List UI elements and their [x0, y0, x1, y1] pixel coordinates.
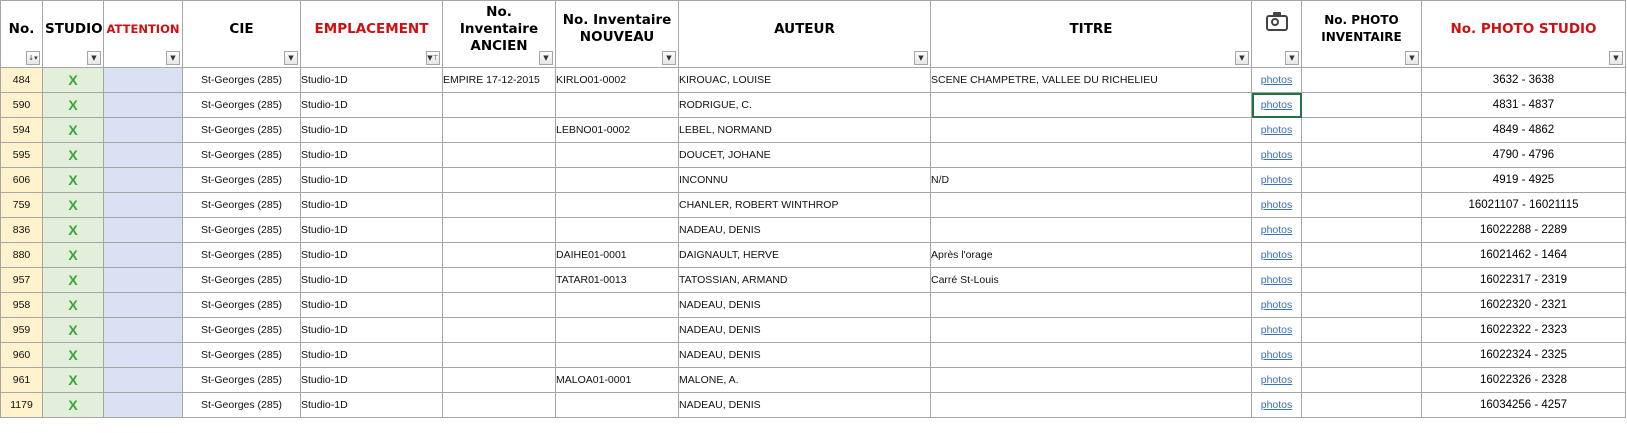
cell-photo-inventaire[interactable] [1302, 243, 1422, 268]
cell-cie[interactable]: St-Georges (285) [183, 268, 301, 293]
cell-photo-studio[interactable]: 4919 - 4925 [1422, 168, 1626, 193]
cell-photo-studio[interactable]: 4831 - 4837 [1422, 93, 1626, 118]
cell-attention[interactable] [104, 343, 183, 368]
cell-inv-nouveau[interactable] [556, 93, 679, 118]
cell-auteur[interactable]: MALONE, A. [679, 368, 931, 393]
cell-auteur[interactable]: RODRIGUE, C. [679, 93, 931, 118]
cell-inv-nouveau[interactable] [556, 193, 679, 218]
table-row[interactable] [1, 93, 1626, 118]
filter-dropdown-icon[interactable]: ▼ [166, 51, 180, 65]
cell-no[interactable]: 484 [1, 68, 43, 93]
cell-photo-studio[interactable]: 3632 - 3638 [1422, 68, 1626, 93]
photos-link[interactable]: photos [1260, 199, 1293, 211]
filter-dropdown-icon[interactable]: ▼ [87, 51, 101, 65]
cell-auteur[interactable]: NADEAU, DENIS [679, 343, 931, 368]
photos-link[interactable]: photos [1260, 324, 1293, 336]
cell-studio[interactable]: X [43, 293, 104, 318]
cell-titre[interactable] [931, 318, 1252, 343]
table-row[interactable] [1, 318, 1626, 343]
header-cie[interactable]: CIE ▼ [183, 1, 301, 68]
camera-icon [1266, 15, 1288, 31]
cell-titre[interactable]: Après l'orage [931, 243, 1252, 268]
cell-photos[interactable] [1252, 318, 1302, 343]
header-titre[interactable]: TITRE ▼ [931, 1, 1252, 68]
cell-photo-studio[interactable]: 16021462 - 1464 [1422, 243, 1626, 268]
cell-inv-ancien[interactable] [443, 393, 556, 418]
cell-emplacement[interactable]: Studio-1D [301, 93, 443, 118]
cell-photo-inventaire[interactable] [1302, 393, 1422, 418]
filter-dropdown-icon[interactable]: ▼ [284, 51, 298, 65]
cell-inv-ancien[interactable] [443, 318, 556, 343]
cell-photos[interactable] [1252, 168, 1302, 193]
cell-cie[interactable]: St-Georges (285) [183, 368, 301, 393]
header-no[interactable]: No. ↓▾ [1, 1, 43, 68]
cell-titre[interactable] [931, 393, 1252, 418]
cell-studio[interactable]: X [43, 218, 104, 243]
cell-no[interactable]: 959 [1, 318, 43, 343]
photos-link[interactable]: photos [1260, 349, 1293, 361]
cell-photo-studio[interactable]: 16022320 - 2321 [1422, 293, 1626, 318]
cell-photo-studio[interactable]: 16022317 - 2319 [1422, 268, 1626, 293]
table-row[interactable] [1, 268, 1626, 293]
cell-studio[interactable]: X [43, 93, 104, 118]
cell-photo-inventaire[interactable] [1302, 368, 1422, 393]
cell-studio[interactable]: X [43, 393, 104, 418]
cell-titre[interactable]: N/D [931, 168, 1252, 193]
cell-emplacement[interactable]: Studio-1D [301, 193, 443, 218]
cell-attention[interactable] [104, 118, 183, 143]
cell-attention[interactable] [104, 193, 183, 218]
table-row[interactable] [1, 143, 1626, 168]
cell-titre[interactable] [931, 218, 1252, 243]
cell-inv-ancien[interactable] [443, 243, 556, 268]
cell-photo-studio[interactable]: 16022322 - 2323 [1422, 318, 1626, 343]
cell-photo-inventaire[interactable] [1302, 193, 1422, 218]
cell-titre[interactable] [931, 143, 1252, 168]
cell-attention[interactable] [104, 243, 183, 268]
cell-inv-ancien[interactable] [443, 143, 556, 168]
sort-descending-icon[interactable]: ↓▾ [26, 51, 40, 65]
cell-photos[interactable] [1252, 68, 1302, 93]
cell-studio[interactable]: X [43, 68, 104, 93]
photos-link[interactable]: photos [1260, 174, 1293, 186]
cell-no[interactable]: 1179 [1, 393, 43, 418]
cell-no[interactable]: 880 [1, 243, 43, 268]
header-photos[interactable] [1252, 1, 1302, 68]
cell-photos[interactable] [1252, 393, 1302, 418]
cell-emplacement[interactable]: Studio-1D [301, 293, 443, 318]
table-row[interactable] [1, 393, 1626, 418]
header-inv-nouveau[interactable]: No. Inventaire NOUVEAU ▼ [556, 1, 679, 68]
cell-cie[interactable]: St-Georges (285) [183, 218, 301, 243]
cell-auteur[interactable]: INCONNU [679, 168, 931, 193]
cell-inv-nouveau[interactable] [556, 343, 679, 368]
cell-inv-ancien[interactable] [443, 268, 556, 293]
cell-emplacement[interactable]: Studio-1D [301, 318, 443, 343]
cell-titre[interactable] [931, 118, 1252, 143]
cell-emplacement[interactable]: Studio-1D [301, 118, 443, 143]
cell-cie[interactable]: St-Georges (285) [183, 343, 301, 368]
cell-no[interactable]: 590 [1, 93, 43, 118]
cell-no[interactable]: 961 [1, 368, 43, 393]
cell-studio[interactable]: X [43, 268, 104, 293]
header-attention[interactable]: ATTENTION ▼ [104, 1, 183, 68]
filter-dropdown-icon[interactable]: ▼ [1235, 51, 1249, 65]
cell-cie[interactable]: St-Georges (285) [183, 168, 301, 193]
cell-inv-ancien[interactable]: EMPIRE 17-12-2015 [443, 68, 556, 93]
cell-no[interactable]: 960 [1, 343, 43, 368]
cell-photo-inventaire[interactable] [1302, 343, 1422, 368]
filter-active-icon[interactable]: ▼⊤ [426, 51, 440, 65]
cell-inv-nouveau[interactable] [556, 143, 679, 168]
cell-photo-studio[interactable]: 16021107 - 16021115 [1422, 193, 1626, 218]
cell-cie[interactable]: St-Georges (285) [183, 143, 301, 168]
cell-photo-inventaire[interactable] [1302, 143, 1422, 168]
cell-photos[interactable] [1252, 243, 1302, 268]
cell-auteur[interactable]: NADEAU, DENIS [679, 318, 931, 343]
header-studio[interactable]: STUDIO ▼ [43, 1, 104, 68]
filter-dropdown-icon[interactable]: ▼ [1285, 51, 1299, 65]
cell-inv-ancien[interactable] [443, 168, 556, 193]
cell-attention[interactable] [104, 218, 183, 243]
photos-link[interactable]: photos [1260, 299, 1293, 311]
cell-attention[interactable] [104, 143, 183, 168]
cell-attention[interactable] [104, 318, 183, 343]
cell-titre[interactable]: Carré St-Louis [931, 268, 1252, 293]
cell-titre[interactable] [931, 343, 1252, 368]
cell-emplacement[interactable]: Studio-1D [301, 343, 443, 368]
cell-photo-inventaire[interactable] [1302, 118, 1422, 143]
cell-auteur[interactable]: NADEAU, DENIS [679, 393, 931, 418]
cell-photo-studio[interactable]: 16022324 - 2325 [1422, 343, 1626, 368]
cell-inv-nouveau[interactable] [556, 318, 679, 343]
table-row[interactable] [1, 168, 1626, 193]
filter-dropdown-icon[interactable]: ▼ [1405, 51, 1419, 65]
cell-attention[interactable] [104, 168, 183, 193]
cell-photo-studio[interactable]: 16022326 - 2328 [1422, 368, 1626, 393]
cell-photos[interactable] [1252, 193, 1302, 218]
cell-photos[interactable] [1252, 143, 1302, 168]
cell-studio[interactable]: X [43, 143, 104, 168]
cell-inv-ancien[interactable] [443, 368, 556, 393]
cell-attention[interactable] [104, 93, 183, 118]
cell-titre[interactable] [931, 293, 1252, 318]
cell-photos[interactable] [1252, 343, 1302, 368]
cell-photos[interactable] [1252, 93, 1302, 118]
cell-auteur[interactable]: LEBEL, NORMAND [679, 118, 931, 143]
cell-inv-nouveau[interactable]: MALOA01-0001 [556, 368, 679, 393]
cell-no[interactable]: 958 [1, 293, 43, 318]
cell-titre[interactable]: SCENE CHAMPETRE, VALLEE DU RICHELIEU [931, 68, 1252, 93]
header-emplacement[interactable]: EMPLACEMENT ▼⊤ [301, 1, 443, 68]
cell-inv-nouveau[interactable] [556, 168, 679, 193]
cell-inv-ancien[interactable] [443, 293, 556, 318]
cell-studio[interactable]: X [43, 193, 104, 218]
cell-cie[interactable]: St-Georges (285) [183, 193, 301, 218]
photos-link[interactable]: photos [1260, 374, 1293, 386]
cell-inv-nouveau[interactable]: KIRLO01-0002 [556, 68, 679, 93]
filter-dropdown-icon[interactable]: ▼ [914, 51, 928, 65]
cell-photos[interactable] [1252, 118, 1302, 143]
photos-link[interactable]: photos [1260, 74, 1293, 86]
cell-no[interactable]: 594 [1, 118, 43, 143]
cell-photo-studio[interactable]: 16022288 - 2289 [1422, 218, 1626, 243]
photos-link[interactable]: photos [1260, 99, 1293, 111]
cell-auteur[interactable]: KIROUAC, LOUISE [679, 68, 931, 93]
cell-inv-nouveau[interactable]: DAIHE01-0001 [556, 243, 679, 268]
cell-inv-ancien[interactable] [443, 118, 556, 143]
cell-cie[interactable]: St-Georges (285) [183, 243, 301, 268]
cell-attention[interactable] [104, 68, 183, 93]
cell-auteur[interactable]: DAIGNAULT, HERVE [679, 243, 931, 268]
filter-dropdown-icon[interactable]: ▼ [662, 51, 676, 65]
cell-photos[interactable] [1252, 218, 1302, 243]
filter-dropdown-icon[interactable]: ▼ [1609, 51, 1623, 65]
cell-emplacement[interactable]: Studio-1D [301, 68, 443, 93]
cell-photo-inventaire[interactable] [1302, 93, 1422, 118]
cell-inv-nouveau[interactable] [556, 393, 679, 418]
cell-no[interactable]: 595 [1, 143, 43, 168]
cell-photo-studio[interactable]: 4790 - 4796 [1422, 143, 1626, 168]
cell-photo-inventaire[interactable] [1302, 268, 1422, 293]
cell-attention[interactable] [104, 293, 183, 318]
cell-auteur[interactable]: CHANLER, ROBERT WINTHROP [679, 193, 931, 218]
header-inv-ancien[interactable]: No. Inventaire ANCIEN ▼ [443, 1, 556, 68]
cell-cie[interactable]: St-Georges (285) [183, 293, 301, 318]
table-row[interactable] [1, 118, 1626, 143]
photos-link[interactable]: photos [1260, 224, 1293, 236]
table-body [1, 68, 1626, 418]
cell-auteur[interactable]: DOUCET, JOHANE [679, 143, 931, 168]
cell-no[interactable]: 759 [1, 193, 43, 218]
cell-studio[interactable]: X [43, 318, 104, 343]
cell-inv-ancien[interactable] [443, 193, 556, 218]
cell-auteur[interactable]: NADEAU, DENIS [679, 218, 931, 243]
cell-studio[interactable]: X [43, 243, 104, 268]
cell-photo-inventaire[interactable] [1302, 218, 1422, 243]
cell-inv-nouveau[interactable] [556, 293, 679, 318]
photos-link[interactable]: photos [1260, 124, 1293, 136]
cell-photos[interactable] [1252, 293, 1302, 318]
cell-photos[interactable] [1252, 268, 1302, 293]
cell-emplacement[interactable]: Studio-1D [301, 243, 443, 268]
table-row[interactable] [1, 368, 1626, 393]
photos-link[interactable]: photos [1260, 274, 1293, 286]
cell-studio[interactable]: X [43, 168, 104, 193]
cell-cie[interactable]: St-Georges (285) [183, 68, 301, 93]
cell-inv-ancien[interactable] [443, 343, 556, 368]
cell-attention[interactable] [104, 368, 183, 393]
cell-emplacement[interactable]: Studio-1D [301, 393, 443, 418]
cell-inv-nouveau[interactable]: TATAR01-0013 [556, 268, 679, 293]
cell-inv-nouveau[interactable]: LEBNO01-0002 [556, 118, 679, 143]
cell-photo-studio[interactable]: 4849 - 4862 [1422, 118, 1626, 143]
photos-link[interactable]: photos [1260, 249, 1293, 261]
cell-emplacement[interactable]: Studio-1D [301, 168, 443, 193]
cell-no[interactable]: 606 [1, 168, 43, 193]
filter-dropdown-icon[interactable]: ▼ [539, 51, 553, 65]
cell-cie[interactable]: St-Georges (285) [183, 393, 301, 418]
header-photo-inventaire[interactable]: No. PHOTO INVENTAIRE ▼ [1302, 1, 1422, 68]
cell-cie[interactable]: St-Georges (285) [183, 93, 301, 118]
cell-emplacement[interactable]: Studio-1D [301, 368, 443, 393]
cell-attention[interactable] [104, 268, 183, 293]
cell-studio[interactable]: X [43, 368, 104, 393]
cell-auteur[interactable]: TATOSSIAN, ARMAND [679, 268, 931, 293]
cell-photos[interactable] [1252, 368, 1302, 393]
table-row[interactable] [1, 218, 1626, 243]
photos-link[interactable]: photos [1260, 399, 1293, 411]
cell-studio[interactable]: X [43, 118, 104, 143]
header-row [1, 1, 1626, 68]
cell-photo-inventaire[interactable] [1302, 318, 1422, 343]
cell-cie[interactable]: St-Georges (285) [183, 118, 301, 143]
cell-no[interactable]: 836 [1, 218, 43, 243]
table-row[interactable] [1, 68, 1626, 93]
header-auteur[interactable]: AUTEUR ▼ [679, 1, 931, 68]
table-row[interactable] [1, 343, 1626, 368]
cell-cie[interactable]: St-Georges (285) [183, 318, 301, 343]
cell-photo-inventaire[interactable] [1302, 293, 1422, 318]
cell-photo-studio[interactable]: 16034256 - 4257 [1422, 393, 1626, 418]
cell-inv-nouveau[interactable] [556, 218, 679, 243]
cell-no[interactable]: 957 [1, 268, 43, 293]
cell-inv-ancien[interactable] [443, 93, 556, 118]
table-row[interactable] [1, 243, 1626, 268]
table-row[interactable] [1, 293, 1626, 318]
cell-attention[interactable] [104, 393, 183, 418]
cell-titre[interactable] [931, 93, 1252, 118]
cell-auteur[interactable]: NADEAU, DENIS [679, 293, 931, 318]
cell-studio[interactable]: X [43, 343, 104, 368]
cell-titre[interactable] [931, 368, 1252, 393]
photos-link[interactable]: photos [1260, 149, 1293, 161]
cell-emplacement[interactable]: Studio-1D [301, 268, 443, 293]
header-photo-studio[interactable]: No. PHOTO STUDIO ▼ [1422, 1, 1626, 68]
table-row[interactable] [1, 193, 1626, 218]
cell-photo-inventaire[interactable] [1302, 168, 1422, 193]
cell-photo-inventaire[interactable] [1302, 68, 1422, 93]
cell-emplacement[interactable]: Studio-1D [301, 218, 443, 243]
cell-emplacement[interactable]: Studio-1D [301, 143, 443, 168]
cell-titre[interactable] [931, 193, 1252, 218]
cell-inv-ancien[interactable] [443, 218, 556, 243]
